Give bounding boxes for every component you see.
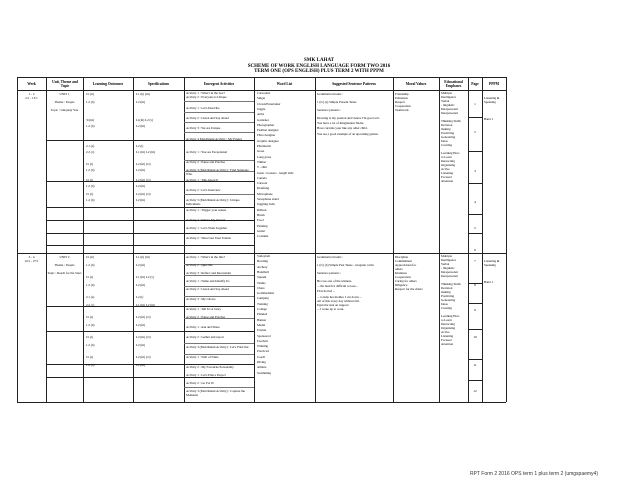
scheme-table [17, 77, 612, 402]
word-list-item: Swimming [257, 370, 271, 375]
page-number: 5 [474, 226, 476, 230]
educational-emphasis: Intelligence [441, 95, 457, 99]
header-sentence-patterns: Suggested Sentence Patterns [332, 82, 376, 86]
word-list-item: Tennis [257, 280, 266, 285]
activity: Activity 4 Enrichment Activity : My Friend [186, 137, 242, 141]
educational-emphasis: making [441, 290, 451, 294]
moral-value: Cooperation [395, 104, 411, 108]
learning-outcome: 3i (iii) [86, 118, 95, 122]
moral-value: Caring for others [395, 279, 417, 283]
word-list-item: Pharmacist [257, 144, 272, 148]
header-word-list: Word List [276, 82, 293, 86]
word-list-item: Ribbon [257, 207, 267, 212]
activity: Activity 2 : My Favourite Personality [186, 365, 234, 369]
educational-emphasis: - linguistic [441, 103, 455, 107]
moral-value: Respect [395, 100, 406, 104]
word-list-item: Training [257, 301, 268, 306]
educational-emphasis: Ideas [441, 139, 448, 143]
moral-value: Appreciation for [395, 263, 417, 267]
word-list-item: College [257, 307, 267, 311]
learning-outcome: 1b (i) [86, 275, 93, 279]
learning-outcome: 2.2 (c) [86, 303, 95, 307]
learning-outcome: 1b (i) [86, 162, 93, 166]
specification: L2 (iii) [136, 184, 146, 188]
word-list-item: Camping [257, 296, 269, 301]
learning-outcome: 2.2 (c) [86, 150, 95, 154]
pppm-skill: Listening & Speaking [484, 96, 500, 104]
specification: L1 (iii) L2 (iii) [136, 150, 156, 154]
educational-emphasis: Learning How [441, 151, 460, 155]
educational-emphasis: Intrapersonal [441, 270, 458, 274]
learning-outcome: 1.2 (b) [86, 343, 95, 347]
word-list-item: Squash [257, 275, 267, 280]
specification: L2 (iii) [136, 168, 146, 172]
sentence-pattern: Sentence patterns : [317, 271, 342, 275]
specification: L2 (iii) [136, 198, 146, 202]
word-list-item: Goldmedalist [257, 291, 275, 296]
educational-emphasis: Intelligence [441, 258, 457, 262]
header-pppm: PPPM [489, 82, 499, 86]
activity: Activity 3 (Enrichment Activity) : Find Someone Who [186, 168, 249, 176]
specification: L2 (iii) (vi) [136, 178, 151, 182]
educational-emphasis: Interpersonal [441, 274, 458, 278]
sentence-pattern: Sentence patterns : [317, 108, 342, 112]
word-list-item: Cartoonist [257, 91, 271, 95]
activity: Activity 1 : Wall of Fame [186, 355, 219, 359]
header-moral-values: Moral Values [405, 82, 427, 86]
educational-emphasis: making [441, 127, 451, 131]
learning-outcome: 1b (ii) [86, 92, 94, 96]
educational-emphasis: Interacting [441, 322, 455, 326]
header-educational-emphases: Educational Emphases [444, 80, 463, 88]
moral-value: Cooperation [395, 275, 411, 279]
activity: Activity 1 : You are Exceptional [186, 150, 228, 154]
moral-value: Friendship [395, 92, 409, 96]
word-list-item: Football [257, 338, 268, 343]
educational-emphasis: - linguistic [441, 266, 455, 270]
week-range: 16/1 - 27/1 [24, 259, 39, 263]
page-number: 4 [474, 200, 476, 204]
unit-line: Topic : Reach for the Stars [47, 271, 82, 275]
activity: Activity 2 : Quiz Me [186, 263, 213, 267]
specification: L2 (iii) (vi) [136, 192, 151, 196]
learning-outcome: 2.1 (a) [86, 295, 95, 299]
activity: Activity 1 : Trigger your senses [186, 208, 227, 212]
week-range: 2/1 - 13/1 [25, 96, 38, 100]
word-list-item: Handball [257, 269, 269, 274]
specification: L2 (iii) (vi) [136, 335, 151, 339]
educational-emphasis: Intrapersonal [441, 107, 458, 111]
activity: Activity 3 : We are Unique [186, 126, 221, 130]
word-list-item: Bowling [257, 259, 268, 264]
moral-value: Politeness [395, 96, 408, 100]
sentence-pattern: Egan the task on support. [317, 303, 350, 307]
moral-value: others [395, 267, 403, 271]
educational-emphasis: Predicting [441, 294, 455, 298]
sentence-pattern: You are a good example of an upcoming genius. [317, 132, 379, 136]
activity: Activity 1 : Let's Describe [186, 106, 220, 110]
word-list-item: Timber [257, 159, 267, 164]
activity: Activity 2 : Let's Interview [186, 188, 221, 192]
learning-outcome: 1.2 (b) [86, 323, 95, 327]
week-range: 3 - 4 [28, 255, 35, 259]
learning-outcome: 2.1 (a) [86, 144, 95, 148]
week-range: 1 - 2 [28, 92, 35, 96]
learning-outcome: 1.2 (b) [86, 263, 95, 267]
activity: Activity 2 : Listen and Say Aloud [186, 287, 229, 291]
page-number: 1 [474, 102, 476, 106]
educational-emphasis: Interpersonal [441, 111, 458, 115]
word-list-item: Saxophone stand [257, 197, 279, 201]
learning-outcome: 1.2 (b) [86, 198, 95, 202]
activity: Activity 2 : Gather and report [186, 335, 224, 339]
word-list-item: Canada [257, 175, 267, 180]
word-list-item: Winning [257, 344, 269, 349]
activity: Activity 2 : Listen and Say Aloud [186, 116, 229, 120]
word-list-item: Photographer [257, 122, 275, 127]
activity: Activity 3 (Enrichment Activity) : Unique Individuals [186, 198, 240, 206]
educational-emphasis: Decision [441, 123, 453, 127]
word-list-item: Brush [257, 212, 265, 217]
term-title: TERM ONE (OPS ENGLISH) PLUS TERM 2 WITH PPPM [254, 69, 384, 74]
educational-emphasis: Generating [441, 298, 456, 302]
educational-emphasis: Verbal [441, 262, 450, 266]
activity: Activity 3 (Enrichment Activity) : Capture the Moments [186, 389, 245, 397]
educational-emphasis: Multiple [441, 91, 452, 95]
word-list-item: Sponsored [257, 333, 271, 338]
page-number: 12 [473, 389, 477, 393]
activity: Activity 1 : Let's Work Together [186, 226, 228, 230]
word-list-item: Coach [257, 354, 266, 359]
educational-emphasis: Creating [441, 143, 452, 147]
specification: L2 (iii) (vi) [136, 162, 151, 166]
word-list-item: Graphic designer [257, 138, 279, 143]
word-list-item: Practiced [257, 349, 269, 354]
word-list-item: Planned [257, 312, 268, 317]
learning-outcome: 1.2 (b) [86, 168, 95, 172]
word-list-item: Medal [257, 322, 266, 327]
educational-emphasis: Focused [441, 175, 452, 179]
activity: Activity 1 : Name and Identify Us [186, 279, 230, 283]
word-list-item: Grass [257, 149, 265, 154]
educational-emphasis: Listening [441, 171, 454, 175]
educational-emphasis: Organising [441, 163, 456, 167]
page-number: 7 [474, 259, 476, 263]
educational-emphasis: Attention [441, 342, 454, 346]
unit-line: Theme : People [54, 263, 75, 267]
specification: L2 (iii) [136, 283, 146, 287]
word-list-item: Formal [257, 328, 267, 333]
learning-outcome: 1b (i) [86, 335, 93, 339]
educational-emphasis: Learning How [441, 314, 460, 318]
educational-emphasis: Active [441, 167, 450, 171]
word-list-item: Volleyball [257, 254, 271, 258]
word-list-item: Singer [257, 96, 266, 101]
sentence-pattern: First he had ... [317, 289, 336, 293]
learning-outcome: 1.2 (b) [86, 184, 95, 188]
activity: Activity 2 : Showcase Your Talents [186, 236, 231, 240]
learning-outcome: 1.2 (b) [86, 363, 95, 367]
footer-text: RPT Form 2 2016 OPS term 1 plus term 2 (umgspaemy4) [469, 471, 598, 477]
word-list-item: Jeans / trousers - length shirt [257, 170, 294, 175]
educational-emphasis: Multiple [441, 254, 452, 258]
educational-emphasis: Interacting [441, 159, 455, 163]
educational-emphasis: Attention [441, 179, 454, 183]
sentence-pattern: 1 (iv) (b) Simple Past Tense - irregular verbs [317, 263, 374, 267]
educational-emphasis: Generating [441, 135, 456, 139]
activity: Activity 3 : Reflect and Reconsider [186, 271, 232, 275]
activity: Activity 1 : What's in the box? [186, 91, 225, 95]
word-list-item: Klaufung [257, 186, 270, 191]
word-list-item: Costume [257, 234, 269, 239]
word-list-item: Guitar [257, 228, 266, 233]
word-list-item: Banner [257, 317, 267, 322]
specification: L2 (iii) (vi) [136, 355, 151, 359]
learning-outcome: 1b (i) [86, 355, 93, 359]
specification: L2 (iii) (vi) [136, 315, 151, 319]
moral-value: Teamwork [395, 108, 409, 112]
activity: Activity 1 : Talk About It [186, 178, 219, 182]
educational-emphasis: Decision [441, 286, 453, 290]
specification: L2 (iii) [136, 100, 146, 104]
specification: L2 (iii) [136, 343, 146, 347]
pppm-skill: Listening & Speaking [484, 259, 500, 267]
word-list-item: Microphone [257, 191, 273, 196]
specification: L1(iii) L2 (v) [136, 118, 154, 122]
word-list-item: Long grass [257, 154, 272, 159]
header-learning-outcomes: Learning Outcomes [92, 82, 124, 86]
page-number: 10 [473, 335, 477, 339]
page-number: 8 [474, 283, 476, 287]
specification: L1 (ii) (iii) [136, 92, 150, 96]
learning-outcome: 1.2 (b) [86, 124, 95, 128]
activity: Activity 1 : Ask and Share [186, 325, 220, 329]
sentence-pattern: All of this every day without fail. [317, 299, 360, 303]
activity: Activity 1 : Tell Us A Story [186, 307, 221, 311]
unit-line: Theme : People [54, 100, 75, 104]
learning-outcome: 1.2 (b) [86, 283, 95, 287]
specification: L2 (iii) [136, 263, 146, 267]
sentence-pattern: ... I woke up to cook. [317, 307, 345, 311]
educational-emphasis: Focused [441, 338, 452, 342]
page-number: 3 [474, 169, 476, 173]
specification: L2 (iii) [136, 323, 146, 327]
word-list-item: Painting [257, 223, 268, 228]
page-number: 2 [474, 130, 476, 134]
sentence-pattern: Grammatical items : [317, 92, 344, 96]
scheme-title: SCHEME OF WORK ENGLISH LANGUAGE FORM TWO 2016 [247, 63, 391, 69]
educational-emphasis: Predicting [441, 131, 455, 135]
page-number: 9 [474, 308, 476, 312]
activity: Activity 1 : What's in the title? [186, 255, 226, 259]
educational-emphasis: to Learn [441, 318, 452, 322]
word-list-item: T - shirt [257, 165, 268, 170]
activity: Activity 2 : Pause and Practise [186, 160, 226, 164]
educational-emphasis: Thinking Skills [441, 119, 461, 123]
learning-outcome: 1b (i) [86, 178, 93, 182]
sentence-pattern: Have curtains your like any other child. [317, 126, 368, 130]
pppm-band: Band 1 [484, 117, 494, 121]
page-number: 11 [473, 363, 477, 367]
moral-value: Respect for the elders [395, 287, 423, 291]
header-activities: Emergent Activities [203, 82, 235, 86]
moral-value: Commitment [395, 259, 412, 263]
specification: L2 (iii) [136, 124, 146, 128]
activity: Activity 2 : Pause and Practise [186, 315, 226, 319]
word-list-item: Juggling balls [257, 202, 275, 207]
word-list-item: Artist [257, 112, 265, 117]
word-list-item: Cartoon [257, 181, 268, 186]
specification: L1 (iii) L2 (iii) [136, 303, 156, 307]
school-name: SMK LAHAT [303, 58, 335, 63]
learning-outcome: 1b (ii) [86, 255, 94, 259]
sentence-pattern: ... to help her mother, I cut down ... [317, 295, 362, 299]
word-list-item: Archery [257, 264, 268, 269]
page-number: 6 [474, 248, 476, 252]
educational-emphasis: to Learn [441, 155, 452, 159]
sentence-pattern: 1 (iv) (a) Simple Present Tense [317, 100, 357, 104]
moral-value: Discipline [395, 255, 409, 259]
specification: L1 (ii) (iii) [136, 255, 150, 259]
specification: L2 (iii) [136, 363, 146, 367]
educational-emphasis: Verbal [441, 99, 450, 103]
word-list-item: Gardener [257, 117, 269, 122]
word-list-item: Fibre designer [257, 133, 276, 138]
header-week: Week [27, 82, 36, 86]
educational-emphasis: Active [441, 330, 450, 334]
educational-emphasis: Listening [441, 334, 454, 338]
unit-line: UNIT 2 [59, 255, 70, 259]
educational-emphasis: Creating [441, 306, 452, 310]
word-list-item: Diving [257, 360, 266, 364]
word-list-item: Clown/Entertainer [257, 101, 281, 106]
sentence-pattern: Drawing is my passion and I know I'm good at it. [317, 116, 380, 120]
pppm-band: Band 1 [484, 280, 494, 284]
sentence-pattern: You have a lot of imagination Nadia. [317, 121, 365, 125]
activity: Activity 2 : Go For It! [186, 381, 215, 385]
sentence-pattern: ... the match it difficult to lose... [317, 284, 358, 288]
sentence-pattern: Grammatical items : [317, 255, 344, 259]
word-list-item: Food [257, 218, 264, 223]
activity: Activity 2 : Everyone is Unique [186, 95, 227, 99]
word-list-item: Fashion designer [257, 128, 279, 133]
specification: L2 (i) [136, 295, 144, 299]
activity: Activity 2 : What's My Talent? [186, 218, 226, 222]
word-list-item: Chess [257, 285, 265, 290]
activity: Activity 3 (Enrichment Activity) : Let's Find Out [186, 345, 249, 349]
specification: L1 (iii) L2 (v) [136, 275, 154, 279]
educational-emphasis: Ideas [441, 302, 448, 306]
word-list-item: Athlete [257, 365, 267, 370]
header-specifications: Specifications [147, 82, 170, 86]
activity: Activity 1 : Let's Plan a Project [186, 373, 226, 377]
activity: Activity 3 : My Choice [186, 297, 216, 301]
unit-line: UNIT 1 [59, 92, 70, 96]
educational-emphasis: Thinking Skills [441, 282, 461, 286]
educational-emphasis: Organising [441, 326, 456, 330]
learning-outcome: 1b (i) [86, 315, 93, 319]
learning-outcome: 1.2 (b) [86, 100, 95, 104]
moral-value: Kindness [395, 271, 407, 275]
unit-line: Topic : Uniquely You [50, 108, 79, 112]
header-unit: Unit, Theme and Topic [52, 80, 78, 88]
sentence-pattern: He rose one of the winners. [317, 279, 353, 283]
specification: L2 (i) [136, 144, 144, 148]
word-list-item: Juggle [257, 106, 266, 111]
moral-value: Diligence [395, 283, 408, 287]
header-page: Page [471, 82, 479, 86]
learning-outcome: 1b (i) [86, 192, 93, 196]
